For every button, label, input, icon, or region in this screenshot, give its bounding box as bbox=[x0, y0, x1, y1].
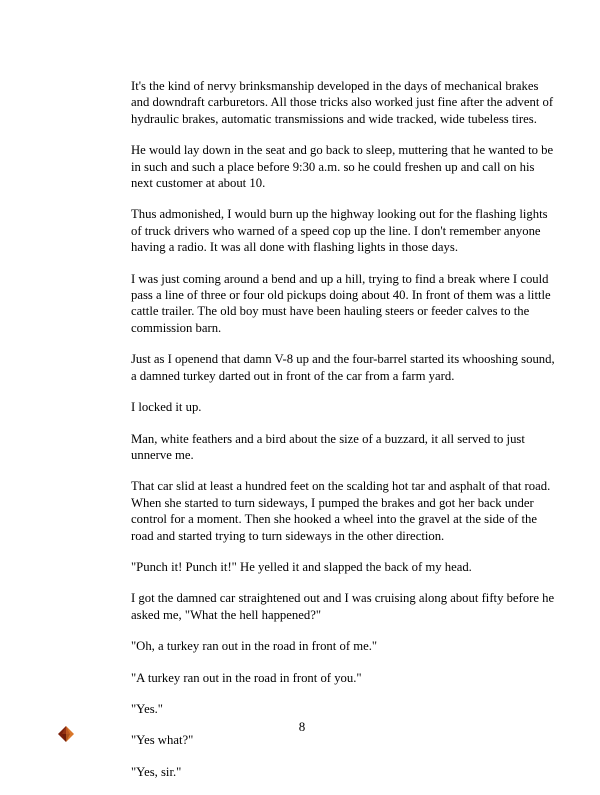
paragraph: It's the kind of nervy brinksmanship developed in the days of mechanical brakes and downdraft carburetors. All those tricks also worked just fine after the advent of hydraulic brakes, automatic transmissions and wide tracked, wide tubeless tires. bbox=[131, 79, 554, 126]
paragraph: Man, white feathers and a bird about the size of a buzzard, it all served to just unnerve me. bbox=[131, 431, 525, 462]
paragraph: I got the damned car straightened out and I was cruising along about fifty before he asked me, "What the hell happened?" bbox=[131, 591, 555, 622]
paragraph: "Punch it! Punch it!" He yelled it and slapped the back of my head. bbox=[131, 559, 472, 574]
diamond-ornament-icon bbox=[57, 725, 75, 743]
paragraph: "Yes." bbox=[131, 701, 163, 716]
paragraph: "Oh, a turkey ran out in the road in front of me." bbox=[131, 639, 378, 654]
paragraph: He would lay down in the seat and go back to sleep, muttering that he wanted to be in such and such a place before 9:30 a.m. so he could freshen up and call on his next customer at about 10. bbox=[131, 143, 554, 191]
paragraph: "A turkey ran out in the road in front of you." bbox=[131, 670, 362, 685]
paragraph: Thus admonished, I would burn up the highway looking out for the flashing lights of truck drivers who warned of a speed cop up the line. I don't remember anyone having a radio. It was all done with flashing lights in those days. bbox=[131, 207, 548, 255]
paragraph: "Yes, sir." bbox=[131, 764, 182, 779]
page-number: 8 bbox=[298, 719, 306, 734]
paragraph: I was just coming around a bend and up a hill, trying to find a break where I could pass a line of three or four old pickups doing about 40. In front of them was a little cattle trailer. The old boy must have been hauling steers or feeder calves to the commission barn. bbox=[131, 271, 551, 335]
body-text bbox=[131, 78, 555, 795]
paragraph: "Yes what?" bbox=[131, 733, 194, 748]
paragraph: Just as I openend that damn V-8 up and the four-barrel started its whooshing sound, a damned turkey darted out in front of the car from a farm yard. bbox=[131, 352, 555, 383]
paragraph: That car slid at least a hundred feet on the scalding hot tar and asphalt of that road. When she started to turn sideways, I pumped the brakes and got her back under control for a moment. Then she hooked a wheel into the gravel at the side of the road and started trying to turn sideways in the other direction. bbox=[131, 479, 551, 543]
paragraph: I locked it up. bbox=[131, 400, 202, 415]
